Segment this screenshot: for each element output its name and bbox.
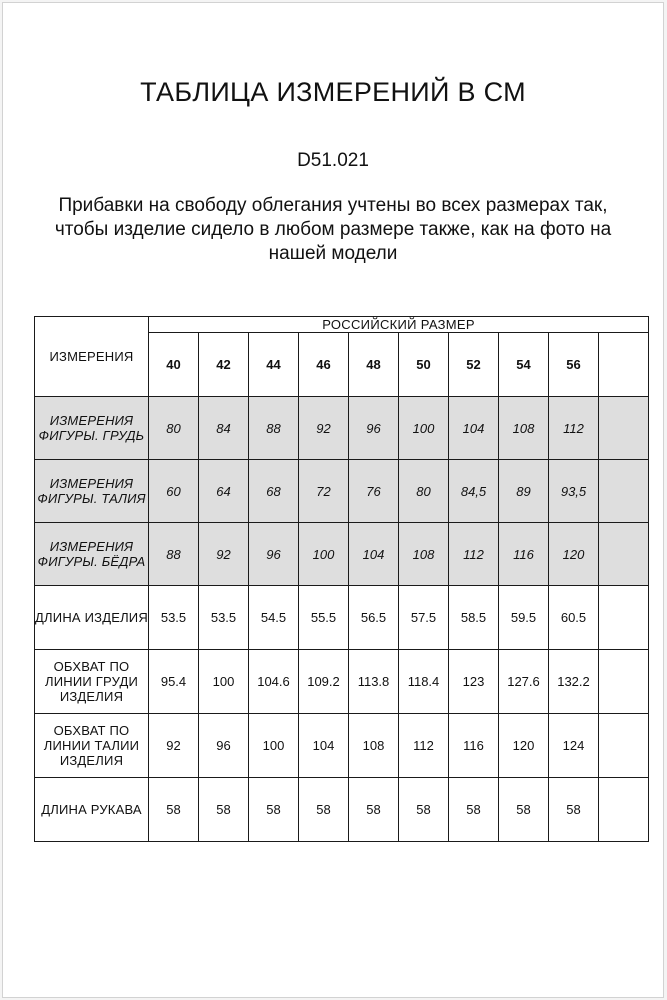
- table-row: [35, 586, 649, 650]
- value-cell: 84,5: [449, 460, 499, 523]
- size-cell: 56: [549, 333, 599, 397]
- value-cell: 53.5: [199, 586, 249, 650]
- value-cell: 58: [499, 778, 549, 842]
- value-cell: 100: [399, 397, 449, 460]
- value-cell: 108: [499, 397, 549, 460]
- value-cell: 112: [549, 397, 599, 460]
- value-cell: 108: [349, 714, 399, 778]
- header-row-top: [35, 317, 649, 333]
- value-cell: 53.5: [149, 586, 199, 650]
- table-row: [35, 650, 649, 714]
- value-cell: 93,5: [549, 460, 599, 523]
- product-code: D51.021: [297, 150, 369, 171]
- value-cell: 58: [249, 778, 299, 842]
- value-cell: 58: [199, 778, 249, 842]
- size-table: [34, 316, 649, 842]
- value-cell: 92: [199, 523, 249, 586]
- russian-size-header: РОССИЙСКИЙ РАЗМЕР: [149, 317, 649, 333]
- value-cell: 56.5: [349, 586, 399, 650]
- value-cell: 116: [499, 523, 549, 586]
- value-cell: 80: [399, 460, 449, 523]
- value-cell: 59.5: [499, 586, 549, 650]
- value-cell: 68: [249, 460, 299, 523]
- empty-cell: [599, 333, 649, 397]
- value-cell: 80: [149, 397, 199, 460]
- value-cell: 113.8: [349, 650, 399, 714]
- value-cell: 76: [349, 460, 399, 523]
- page-title: ТАБЛИЦА ИЗМЕРЕНИЙ В СМ: [140, 77, 526, 107]
- size-cell: 48: [349, 333, 399, 397]
- value-cell: 112: [449, 523, 499, 586]
- value-cell: 112: [399, 714, 449, 778]
- value-cell: 132.2: [549, 650, 599, 714]
- value-cell: 58: [349, 778, 399, 842]
- value-cell: 100: [249, 714, 299, 778]
- value-cell: 60.5: [549, 586, 599, 650]
- value-cell: 108: [399, 523, 449, 586]
- value-cell: 123: [449, 650, 499, 714]
- empty-cell: [599, 460, 649, 523]
- value-cell: 54.5: [249, 586, 299, 650]
- value-cell: 96: [249, 523, 299, 586]
- value-cell: 92: [149, 714, 199, 778]
- row-label: ДЛИНА ИЗДЕЛИЯ: [35, 586, 149, 650]
- table-row: [35, 397, 649, 460]
- size-cell: 46: [299, 333, 349, 397]
- fit-note: Прибавки на свободу облегания учтены во всех размерах так, чтобы изделие сидело в любом размере также, как на фото на нашей модели: [54, 195, 612, 264]
- value-cell: 58: [299, 778, 349, 842]
- value-cell: 55.5: [299, 586, 349, 650]
- row-label: ИЗМЕРЕНИЯ ФИГУРЫ. БЁДРА: [35, 523, 149, 586]
- value-cell: 72: [299, 460, 349, 523]
- value-cell: 127.6: [499, 650, 549, 714]
- value-cell: 58: [449, 778, 499, 842]
- value-cell: 88: [249, 397, 299, 460]
- value-cell: 64: [199, 460, 249, 523]
- value-cell: 109.2: [299, 650, 349, 714]
- corner-label: ИЗМЕРЕНИЯ: [35, 317, 149, 397]
- table-row: [35, 778, 649, 842]
- value-cell: 120: [499, 714, 549, 778]
- empty-cell: [599, 586, 649, 650]
- value-cell: 84: [199, 397, 249, 460]
- value-cell: 95.4: [149, 650, 199, 714]
- value-cell: 124: [549, 714, 599, 778]
- row-label: ОБХВАТ ПО ЛИНИИ ГРУДИ ИЗДЕЛИЯ: [35, 650, 149, 714]
- row-label: ДЛИНА РУКАВА: [35, 778, 149, 842]
- value-cell: 100: [199, 650, 249, 714]
- empty-cell: [599, 650, 649, 714]
- row-label: ИЗМЕРЕНИЯ ФИГУРЫ. ТАЛИЯ: [35, 460, 149, 523]
- table-row: [35, 460, 649, 523]
- value-cell: 58: [149, 778, 199, 842]
- value-cell: 92: [299, 397, 349, 460]
- value-cell: 57.5: [399, 586, 449, 650]
- value-cell: 118.4: [399, 650, 449, 714]
- value-cell: 96: [349, 397, 399, 460]
- row-label: ИЗМЕРЕНИЯ ФИГУРЫ. ГРУДЬ: [35, 397, 149, 460]
- value-cell: 58: [549, 778, 599, 842]
- value-cell: 88: [149, 523, 199, 586]
- value-cell: 120: [549, 523, 599, 586]
- value-cell: 100: [299, 523, 349, 586]
- value-cell: 60: [149, 460, 199, 523]
- size-cell: 54: [499, 333, 549, 397]
- table-row: [35, 523, 649, 586]
- row-label: ОБХВАТ ПО ЛИНИИ ТАЛИИ ИЗДЕЛИЯ: [35, 714, 149, 778]
- value-cell: 104: [299, 714, 349, 778]
- value-cell: 116: [449, 714, 499, 778]
- value-cell: 89: [499, 460, 549, 523]
- value-cell: 104: [349, 523, 399, 586]
- value-cell: 58: [399, 778, 449, 842]
- value-cell: 104.6: [249, 650, 299, 714]
- value-cell: 104: [449, 397, 499, 460]
- value-cell: 96: [199, 714, 249, 778]
- empty-cell: [599, 778, 649, 842]
- value-cell: 58.5: [449, 586, 499, 650]
- size-cell: 52: [449, 333, 499, 397]
- size-cell: 40: [149, 333, 199, 397]
- size-cell: 42: [199, 333, 249, 397]
- empty-cell: [599, 397, 649, 460]
- size-cell: 44: [249, 333, 299, 397]
- size-cell: 50: [399, 333, 449, 397]
- empty-cell: [599, 714, 649, 778]
- table-row: [35, 714, 649, 778]
- empty-cell: [599, 523, 649, 586]
